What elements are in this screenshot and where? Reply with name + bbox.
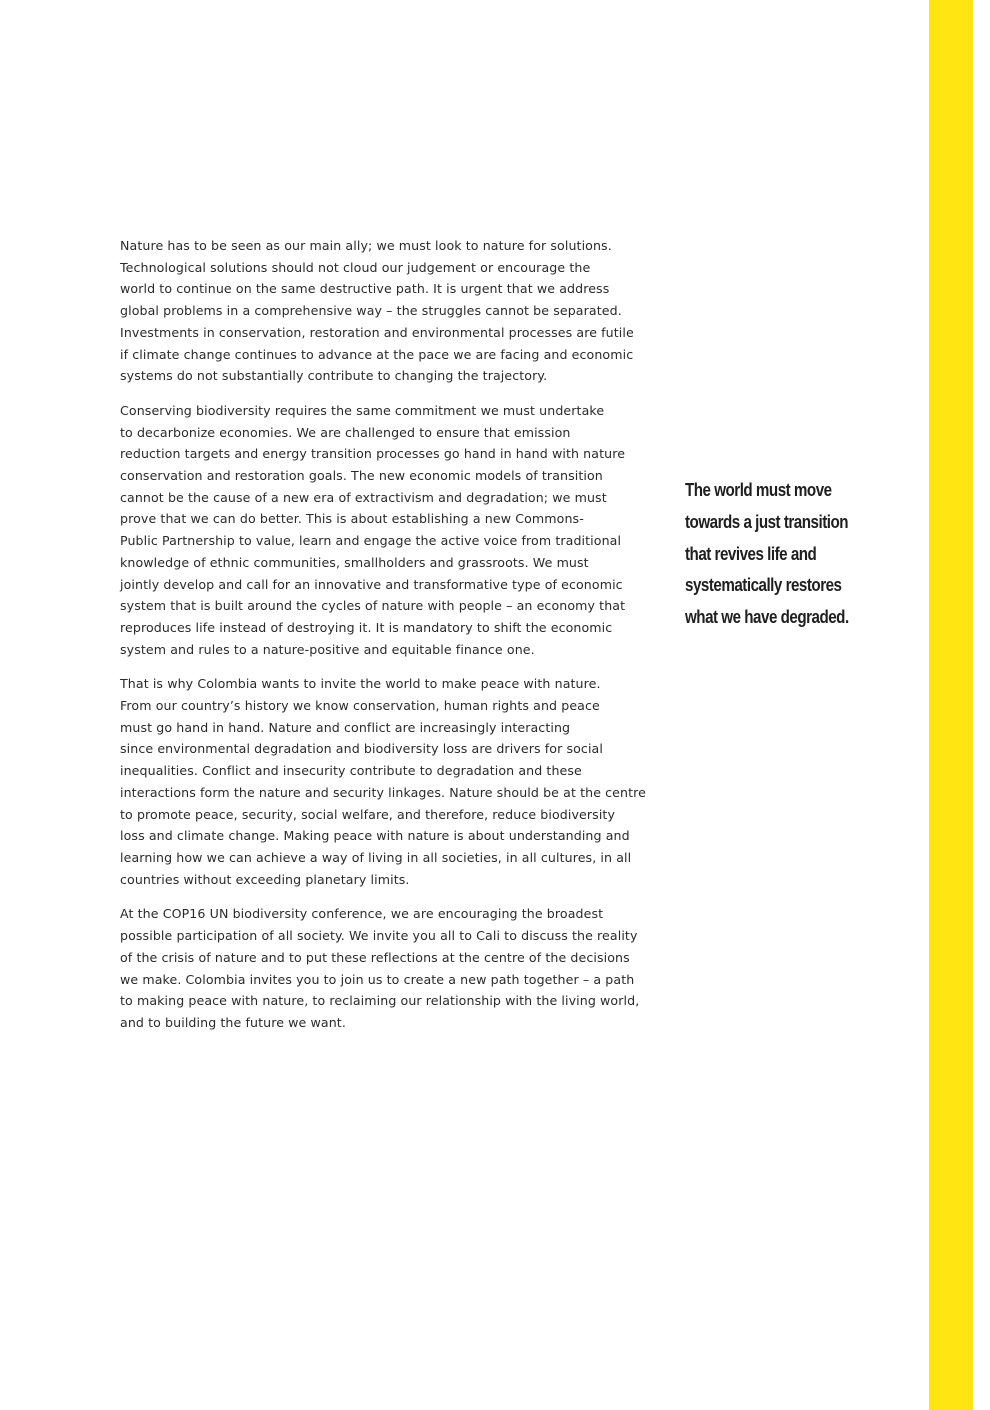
pull-quote-line: what we have degraded. [685,606,849,628]
pull-quote-line: that revives life and [685,542,817,564]
text-line: Public Partnership to value, learn and engage the active voice from traditional [120,533,622,549]
text-line: system that is built around the cycles of nature with people – an economy that [120,598,626,614]
text-line: possible participation of all society. We invite you all to Cali to discuss the reality [120,928,638,944]
text-line: since environmental degradation and biodiversity loss are drivers for social [120,741,603,757]
text-line: knowledge of ethnic communities, smallholders and grassroots. We must [120,554,589,570]
pull-quote-line: systematically restores [685,574,842,596]
text-line: learning how we can achieve a way of living in all societies, in all cultures, in all [120,849,632,865]
pull-quote-line: towards a just transition [685,510,849,532]
yellow-accent-bar [929,0,973,1410]
text-line: loss and climate change. Making peace with nature is about understanding and [120,828,630,844]
text-line: interactions form the nature and security linkages. Nature should be at the centre [120,784,646,800]
paragraph [120,400,654,660]
text-line: if climate change continues to advance at the pace we are facing and economic [120,346,634,362]
text-line: and to building the future we want. [120,1014,346,1030]
paragraph [120,903,654,1033]
text-line: system and rules to a nature-positive and equitable finance one. [120,641,535,657]
pull-quote-line: The world must move [685,479,832,500]
text-line: world to continue on the same destructive path. It is urgent that we address [120,281,610,297]
paragraph [120,673,654,890]
text-line: global problems in a comprehensive way – the struggles cannot be separated. [120,303,622,319]
text-line: reproduces life instead of destroying it. It is mandatory to shift the economic [120,619,613,635]
text-line: must go hand in hand. Nature and conflict are increasingly interacting [120,719,571,735]
text-line: conservation and restoration goals. The new economic models of transition [120,468,603,484]
text-line: to decarbonize economies. We are challenged to ensure that emission [120,424,571,440]
body-text [120,235,654,1047]
text-line: jointly develop and call for an innovative and transformative type of economic [120,576,623,592]
text-line: to making peace with nature, to reclaiming our relationship with the living world, [120,993,640,1009]
text-line: prove that we can do better. This is about establishing a new Commons- [120,511,584,527]
paragraph [120,235,654,387]
text-line: we make. Colombia invites you to join us to create a new path together – a path [120,971,635,987]
text-line: At the COP16 UN biodiversity conference, we are encouraging the broadest [120,906,604,922]
text-line: systems do not substantially contribute to changing the trajectory. [120,368,548,384]
text-line: countries without exceeding planetary limits. [120,871,410,887]
pull-quote [685,474,915,633]
text-line: That is why Colombia wants to invite the world to make peace with nature. [120,676,601,692]
text-line: inequalities. Conflict and insecurity contribute to degradation and these [120,763,582,779]
text-line: reduction targets and energy transition processes go hand in hand with nature [120,446,626,462]
text-line: Nature has to be seen as our main ally; we must look to nature for solutions. [120,238,612,253]
text-line: From our country’s history we know conservation, human rights and peace [120,698,600,714]
text-line: of the crisis of nature and to put these reflections at the centre of the decisions [120,949,630,965]
text-line: Conserving biodiversity requires the same commitment we must undertake [120,402,605,418]
text-line: Investments in conservation, restoration and environmental processes are futile [120,324,634,340]
text-line: Technological solutions should not cloud our judgement or encourage the [120,259,591,275]
text-line: to promote peace, security, social welfare, and therefore, reduce biodiversity [120,806,616,822]
text-line: cannot be the cause of a new era of extractivism and degradation; we must [120,489,607,505]
